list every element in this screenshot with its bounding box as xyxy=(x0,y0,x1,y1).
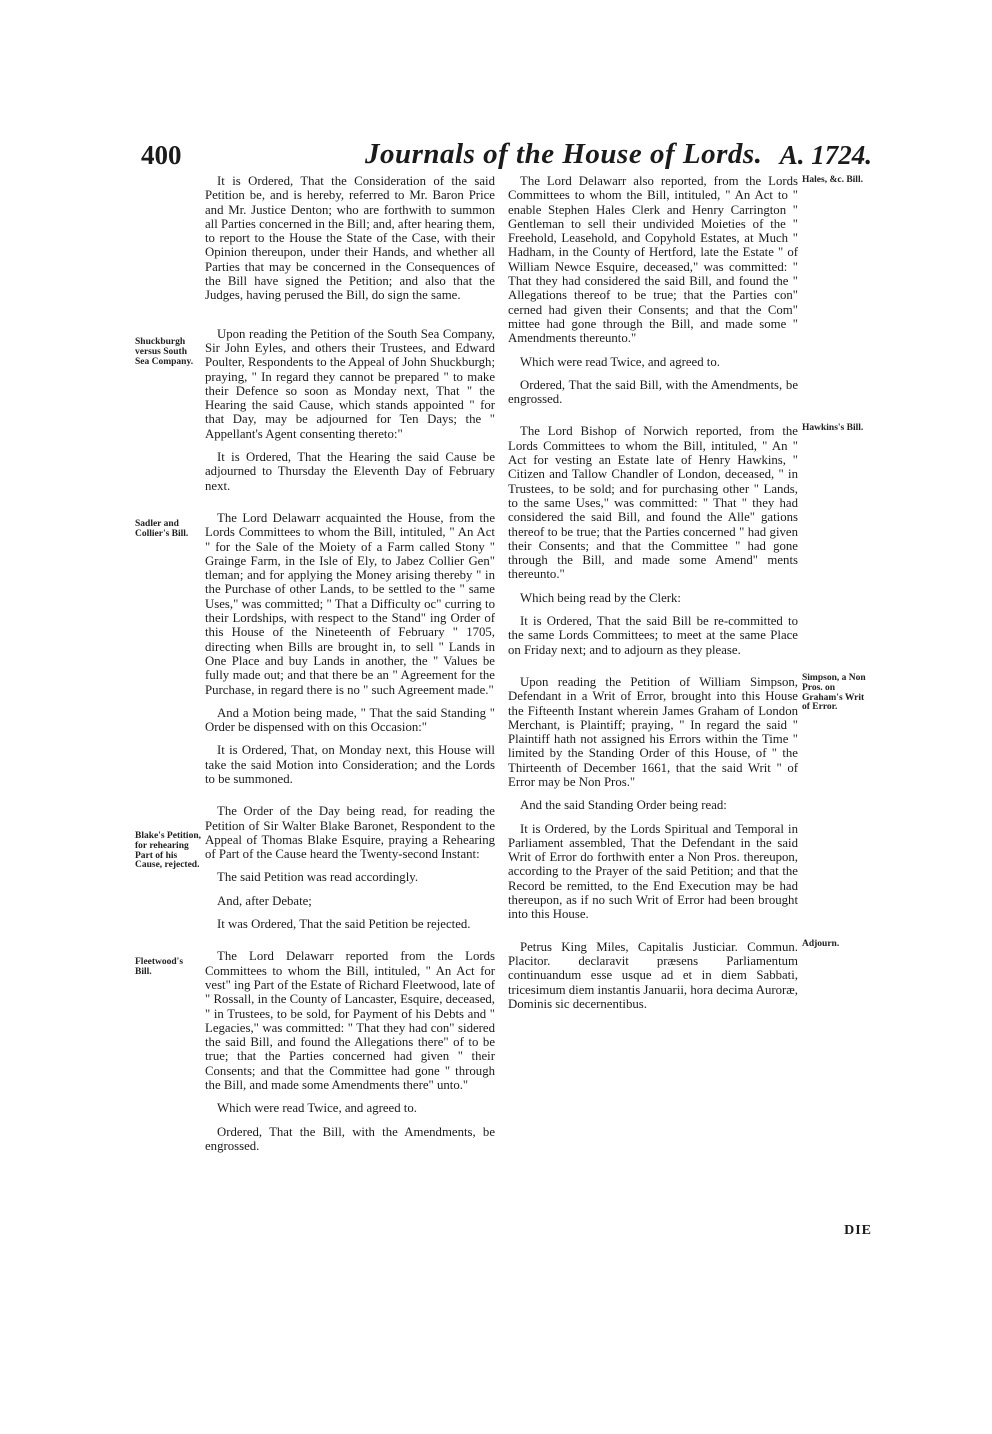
paragraph: Ordered, That the said Bill, with the Amendments, be engrossed. xyxy=(508,377,798,407)
margin-note-hales: Hales, &c. Bill. xyxy=(802,175,863,185)
margin-note-sadler-collier: Sadler and Collier's Bill. xyxy=(135,519,189,539)
paragraph: It is Ordered, That the Hearing the said Cause be adjourned to Thursday the Eleventh Day of February next. xyxy=(205,450,495,493)
year-mark: A. 1724. xyxy=(779,140,872,170)
paragraph: It is Ordered, That, on Monday next, this House will take the said Motion into Consideration; and the Lords to be summoned. xyxy=(205,743,495,786)
paragraph: And the said Standing Order being read: xyxy=(520,798,727,813)
running-title: Journals of the House of Lords. xyxy=(365,138,763,170)
paragraph: The Order of the Day being read, for reading the Petition of Sir Walter Blake Baronet, Respondent to the Appeal of Thomas Blake Esquire, praying a Rehearing of Part of the Cause heard the Twenty-second Instant: xyxy=(205,804,495,862)
paragraph: The said Petition was read accordingly. xyxy=(217,870,419,885)
paragraph: The Lord Delawarr acquainted the House, from the Lords Committees to whom the Bill, intituled, " An Act " for the Sale of the Moiety of a Farm called Stony " Grainge Farm, in the Isle of Ely, to Jabez Collier Gen" tleman; and for applying the Money arising thereby " in the Purchase of other Lands, to be settled to the " same Uses," was committed; " That a Difficulty oc" curring to their Lordships, with respect to the Stand" ing Order of this House of the Nineteenth of February " 1705, directing when Bills are brought in, to sell " Lands in One Place and buy Lands in another, the " Values be fully made out; and that there be an " Agreement for the Purchase, in regard there is no " such Agreement made." xyxy=(205,510,495,697)
paragraph: Which were read Twice, and agreed to. xyxy=(217,1101,417,1116)
paragraph: Petrus King Miles, Capitalis Justiciar. Commun. Placitor. declaravit præsens Parliamentum continuandum esse usque ad et in diem Sabbati, tricesimum diem instantis Januarii, hora decima Auroræ, Dominis sic decernentibus. xyxy=(508,939,798,1011)
paragraph: Which being read by the Clerk: xyxy=(520,590,681,605)
margin-note-blake-petition: Blake's Petition, for rehearing Part of his Cause, rejected. xyxy=(135,831,201,871)
paragraph: And, after Debate; xyxy=(217,893,312,908)
margin-note-shuckburgh: Shuckburgh versus South Sea Company. xyxy=(135,337,194,367)
left-column xyxy=(205,174,495,1162)
margin-note-hawkins: Hawkins's Bill. xyxy=(802,423,864,433)
paragraph: The Lord Delawarr also reported, from the Lords Committees to whom the Bill, intituled, " An Act to " enable Stephen Hales Clerk and Henry Carrington " Gentleman to sell their undivided Moieties of the " Freehold, Leasehold, and Copyhold Estates, at Much " Hadham, in the County of Hertford, late the Estate " of William Newce Esquire, deceased," was committed: " That they had considered the said Bill, and found the " Allegations thereof to be true; that the Parties con" cerned had given their Consents; and that the Com" mittee had gone through the Bill, and made some " Amendments thereunto." xyxy=(508,174,798,346)
paragraph: It is Ordered, That the said Bill be re-committed to the same Lords Committees; to meet at the same Place on Friday next; and to adjourn as they please. xyxy=(508,614,798,657)
paragraph: The Lord Bishop of Norwich reported, from the Lords Committees to whom the Bill, intituled, " An " Act for vesting an Estate late of Henry Hawkins, " Citizen and Tallow Chandler of London, deceased, " in Trustees, to be sold; and for purchasing other " Lands, to the same Uses," was committed: " That " they had considered the said Bill, and found the Alle" gations thereof to be true; that the Parties concerned " had given their Consents; and that the Committee " had gone through the Bill, and made some Amend" ments thereunto." xyxy=(508,424,798,582)
page-number: 400 xyxy=(141,140,182,170)
paragraph: Upon reading the Petition of William Simpson, Defendant in a Writ of Error, brought into this House the Fifteenth Instant wherein James Graham of London Merchant, is Plaintiff; praying, " In regard the said " Plaintiff hath not assigned his Errors within the Time " limited by the Standing Order of this House, of " the Thirteenth of December 1661, that the said Writ " of Error may be Non Pros." xyxy=(508,674,798,789)
page-header xyxy=(0,140,992,176)
catchword: DIE xyxy=(844,1223,872,1238)
paragraph: Which were read Twice, and agreed to. xyxy=(520,354,720,369)
margin-note-fleetwood: Fleetwood's Bill. xyxy=(135,957,184,977)
margin-note-adjourn: Adjourn. xyxy=(802,939,840,949)
paragraph: Ordered, That the Bill, with the Amendments, be engrossed. xyxy=(205,1124,495,1153)
paragraph: Upon reading the Petition of the South Sea Company, Sir John Eyles, and others their Trustees, and Edward Poulter, Respondents to the Appeal of John Shuckburgh; praying, " In regard they cannot be prepared " to make their Defence so soon as Monday next, That " the Hearing the said Cause, which stands appointed " for that Day, may be adjourned for Ten Days; the " Appellant's Agent consenting thereto:" xyxy=(205,326,495,441)
paragraph: The Lord Delawarr reported from the Lords Committees to whom the Bill, intituled, " An Act for vest" ing Part of the Estate of Richard Fleetwood, late of " Rossall, in the County of Lancaster, Esquire, deceased, " in Trustees, to be sold, for Payment of his Debts and " Legacies," was committed: " That they had con" sidered the said Bill, and found the Allegations there" of to be true; that the Parties concerned had given " their Consents; and that the Committee had gone " through the Bill, and made some Amendments there" unto." xyxy=(205,949,495,1093)
margin-note-simpson: Simpson, a Non Pros. on Graham's Writ of Error. xyxy=(802,673,866,713)
paragraph: It is Ordered, by the Lords Spiritual and Temporal in Parliament assembled, That the Defendant in the said Writ of Error do forthwith enter a Non Pros. thereupon, according to the Prayer of the said Petition; and that the Record be remitted, to the End Execution may be had thereupon, as if no such Writ of Error had been brought into this House. xyxy=(508,821,798,922)
paragraph: It was Ordered, That the said Petition be rejected. xyxy=(217,917,471,932)
paragraph: And a Motion being made, " That the said Standing " Order be dispensed with on this Occasion:" xyxy=(205,705,495,735)
right-column xyxy=(508,174,798,1020)
paragraph: It is Ordered, That the Consideration of the said Petition be, and is hereby, referred to Mr. Baron Price and Mr. Justice Denton; who are forthwith to summon all Parties concerned in the Bill; and, after hearing them, to report to the House the State of the Case, with their Opinion thereupon, under their Hands, and whether all Parties that may be concerned in the Consequences of the Bill have signed the Petition; and also that the Judges, having perused the Bill, do sign the same. xyxy=(205,174,495,303)
